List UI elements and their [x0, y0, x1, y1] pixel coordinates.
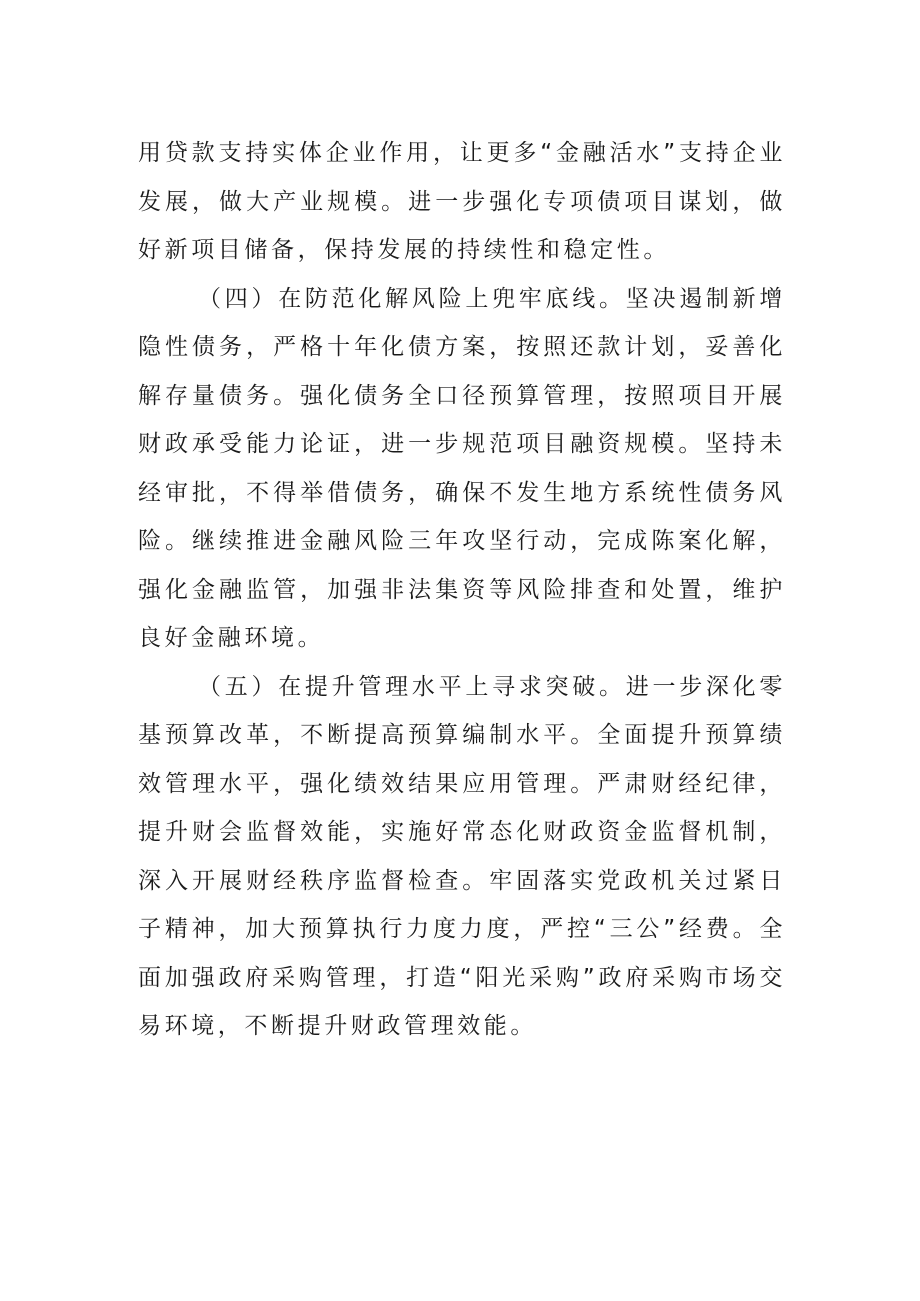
paragraph-continuation: 用贷款支持实体企业作用，让更多“金融活水”支持企业发展，做大产业规模。进一步强化专项债项目谋划，做好新项目储备，保持发展的持续性和稳定性。 — [138, 140, 786, 263]
paragraph-section-five: （五）在提升管理水平上寻求突破。进一步深化零基预算改革，不断提高预算编制水平。全面提升预算绩效管理水平，强化绩效结果应用管理。严肃财经纪律，提升财会监督效能，实施好常态化财政资金监督机制，深入开展财经秩序监督检查。牢固落实党政机关过紧日子精神，加大预算执行力度力度，严控“三公”经费。全面加强政府采购管理，打造“阳光采购”政府采购市场交易环境，不断提升财政管理效能。 — [138, 673, 786, 1039]
paragraph-section-four: （四）在防范化解风险上兜牢底线。坚决遏制新增隐性债务，严格十年化债方案，按照还款计划，妥善化解存量债务。强化债务全口径预算管理，按照项目开展财政承受能力论证，进一步规范项目融资规模。坚持未经审批，不得举借债务，确保不发生地方系统性债务风险。继续推进金融风险三年攻坚行动，完成陈案化解，强化金融监管，加强非法集资等风险排查和处置，维护良好金融环境。 — [138, 285, 786, 651]
document-body — [138, 129, 786, 1051]
